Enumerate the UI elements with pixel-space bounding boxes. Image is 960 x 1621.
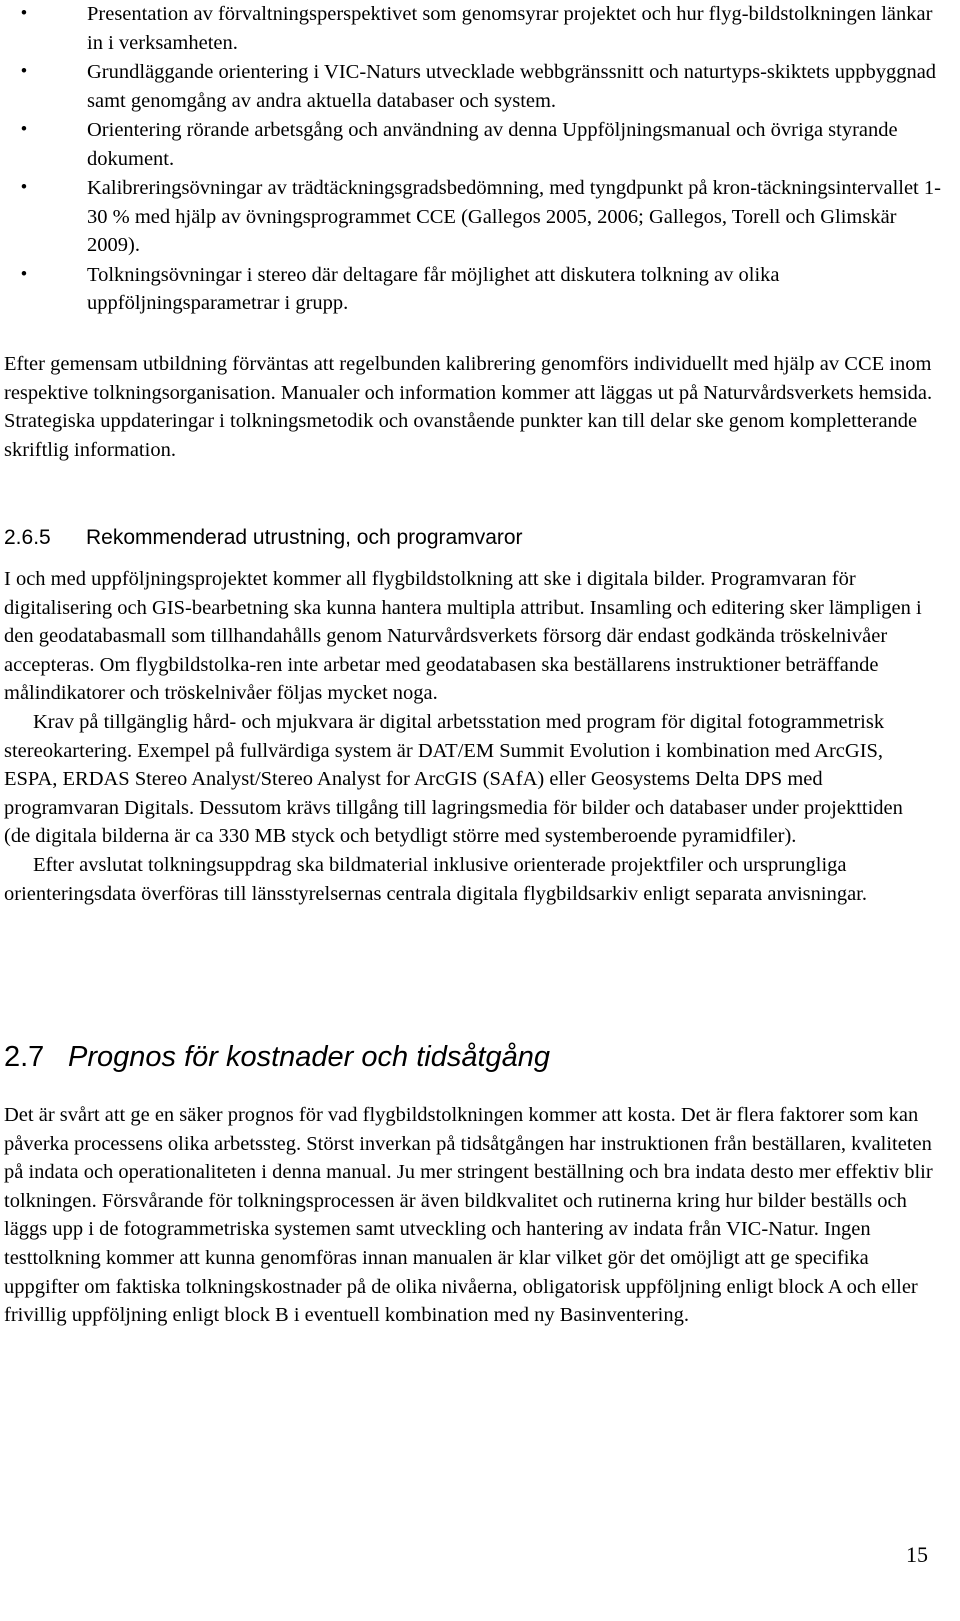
body-paragraph: Det är svårt att ge en säker prognos för vad flygbildstolkningen kommer att kosta. Det är flera faktorer som kan påverka processens olika arbetssteg. Störst inverkan på tidsåtgången har instruktionen från beställaren, kvaliteten på indata och operationaliteten i denna manual. Ju mer stringent beställning och bra indata desto mer effektiv blir tolkningen. Försvårande för tolkningsprocessen är även bildkvalitet och rutinerna kring hur bilder beställs och läggs upp i de fotogrammetriska systemen samt utveckling och hantering av indata från VIC-Natur. Ingen testtolkning kommer att kunna genomföras innan manualen är klar vilket gör det omöjligt att ge specifika uppgifter om faktiska tolkningskostnader på de olika nivåerna, obligatorisk uppföljning enligt block A och eller frivillig uppföljning enligt block B i eventuell kombination med ny Basinventering. <box>4 1104 933 1327</box>
body-paragraph: Krav på tillgänglig hård- och mjukvara är digital arbetsstation med program för digital fotogrammetrisk stereokartering. Exempel på fullvärdiga system är DAT/EM Summit Evolution i kombination med ArcGIS, ESPA, ERDAS Stereo Analyst/Stereo Analyst for ArcGIS (SAfA) eller Geosystems Delta DPS med programvaran Digitals. Dessutom krävs tillgång till lagringsmedia för bilder och databaser under projekttiden (de digitala bilderna är ca 330 MB styck och betydligt större med systemberoende pyramidfiler). <box>4 710 903 848</box>
body-paragraph: Efter gemensam utbildning förväntas att regelbunden kalibrering genomförs individuellt med hjälp av CCE inom respektive tolkningsorganisation. Manualer och information kommer att läggas ut på Naturvårdsverkets hemsida. Strategiska uppdateringar i tolkningsmetodik och ovanstående punkter kan till delar ske genom kompletterande skriftlig information. <box>4 353 933 461</box>
bullet-icon: • <box>20 263 28 285</box>
list-item <box>14 116 944 173</box>
bullet-text: Presentation av förvaltningsperspektivet som genomsyrar projektet och hur flyg-bildstolkningen länkar in i verksamheten. <box>87 3 933 54</box>
list-item <box>14 0 944 57</box>
bullet-text: Kalibreringsövningar av trädtäckningsgradsbedömning, med tyngdpunkt på kron-täckningsintervallet 1-30 % med hjälp av övningsprogrammet CCE (Gallegos 2005, 2006; Gallegos, Torell och Glimskär 2009). <box>87 176 941 257</box>
section-title: Prognos för kostnader och tidsåtgång <box>68 1041 551 1073</box>
bullet-icon: • <box>20 118 28 140</box>
bullet-icon: • <box>20 60 28 82</box>
list-item <box>14 174 944 260</box>
bullet-icon: • <box>20 176 28 198</box>
body-paragraph: I och med uppföljningsprojektet kommer all flygbildstolkning att ske i digitala bilder. Programvaran för digitalisering och GIS-bearbetning ska kunna hantera multipla attribut. Insamling och editering sker lämpligen i den geodatabasmall som tillhandahålls genom Naturvårdsverkets försorg där endast godkända tröskelnivåer accepteras. Om flygbildstolka-ren inte arbetar med geodatabasen ska beställarens instruktioner beträffande målindikatorer och tröskelnivåer följas mycket noga. <box>4 568 922 705</box>
section-number: 2.7 <box>4 1041 45 1073</box>
section-2-6-5-body <box>4 565 934 908</box>
bullet-text: Grundläggande orientering i VIC-Naturs utvecklade webbgränssnitt och naturtyps-skiktets uppbyggnad samt genomgång av andra aktuella databaser och system. <box>87 60 937 112</box>
section-number: 2.6.5 <box>4 526 51 549</box>
post-list-paragraph-block <box>4 350 934 464</box>
training-bullet-list <box>14 0 944 319</box>
list-item <box>14 58 944 115</box>
body-paragraph: Efter avslutat tolkningsuppdrag ska bildmaterial inklusive orienterade projektfiler och ursprungliga orienteringsdata överföras till länsstyrelsernas centrala digitala flygbildsarkiv enligt separata anvisningar. <box>4 853 867 905</box>
section-2-7-body <box>4 1101 934 1330</box>
list-item <box>14 261 944 318</box>
page-number: 15 <box>906 1542 928 1567</box>
bullet-text: Tolkningsövningar i stereo där deltagare får möjlighet att diskutera tolkning av olika uppföljningsparametrar i grupp. <box>87 263 780 315</box>
bullet-text: Orientering rörande arbetsgång och användning av denna Uppföljningsmanual och övriga styrande dokument. <box>87 118 898 170</box>
section-title: Rekommenderad utrustning, och programvaror <box>86 526 523 549</box>
bullet-icon: • <box>20 3 28 24</box>
section-heading-2-6-5 <box>4 523 523 553</box>
section-heading-2-7 <box>4 1037 550 1077</box>
